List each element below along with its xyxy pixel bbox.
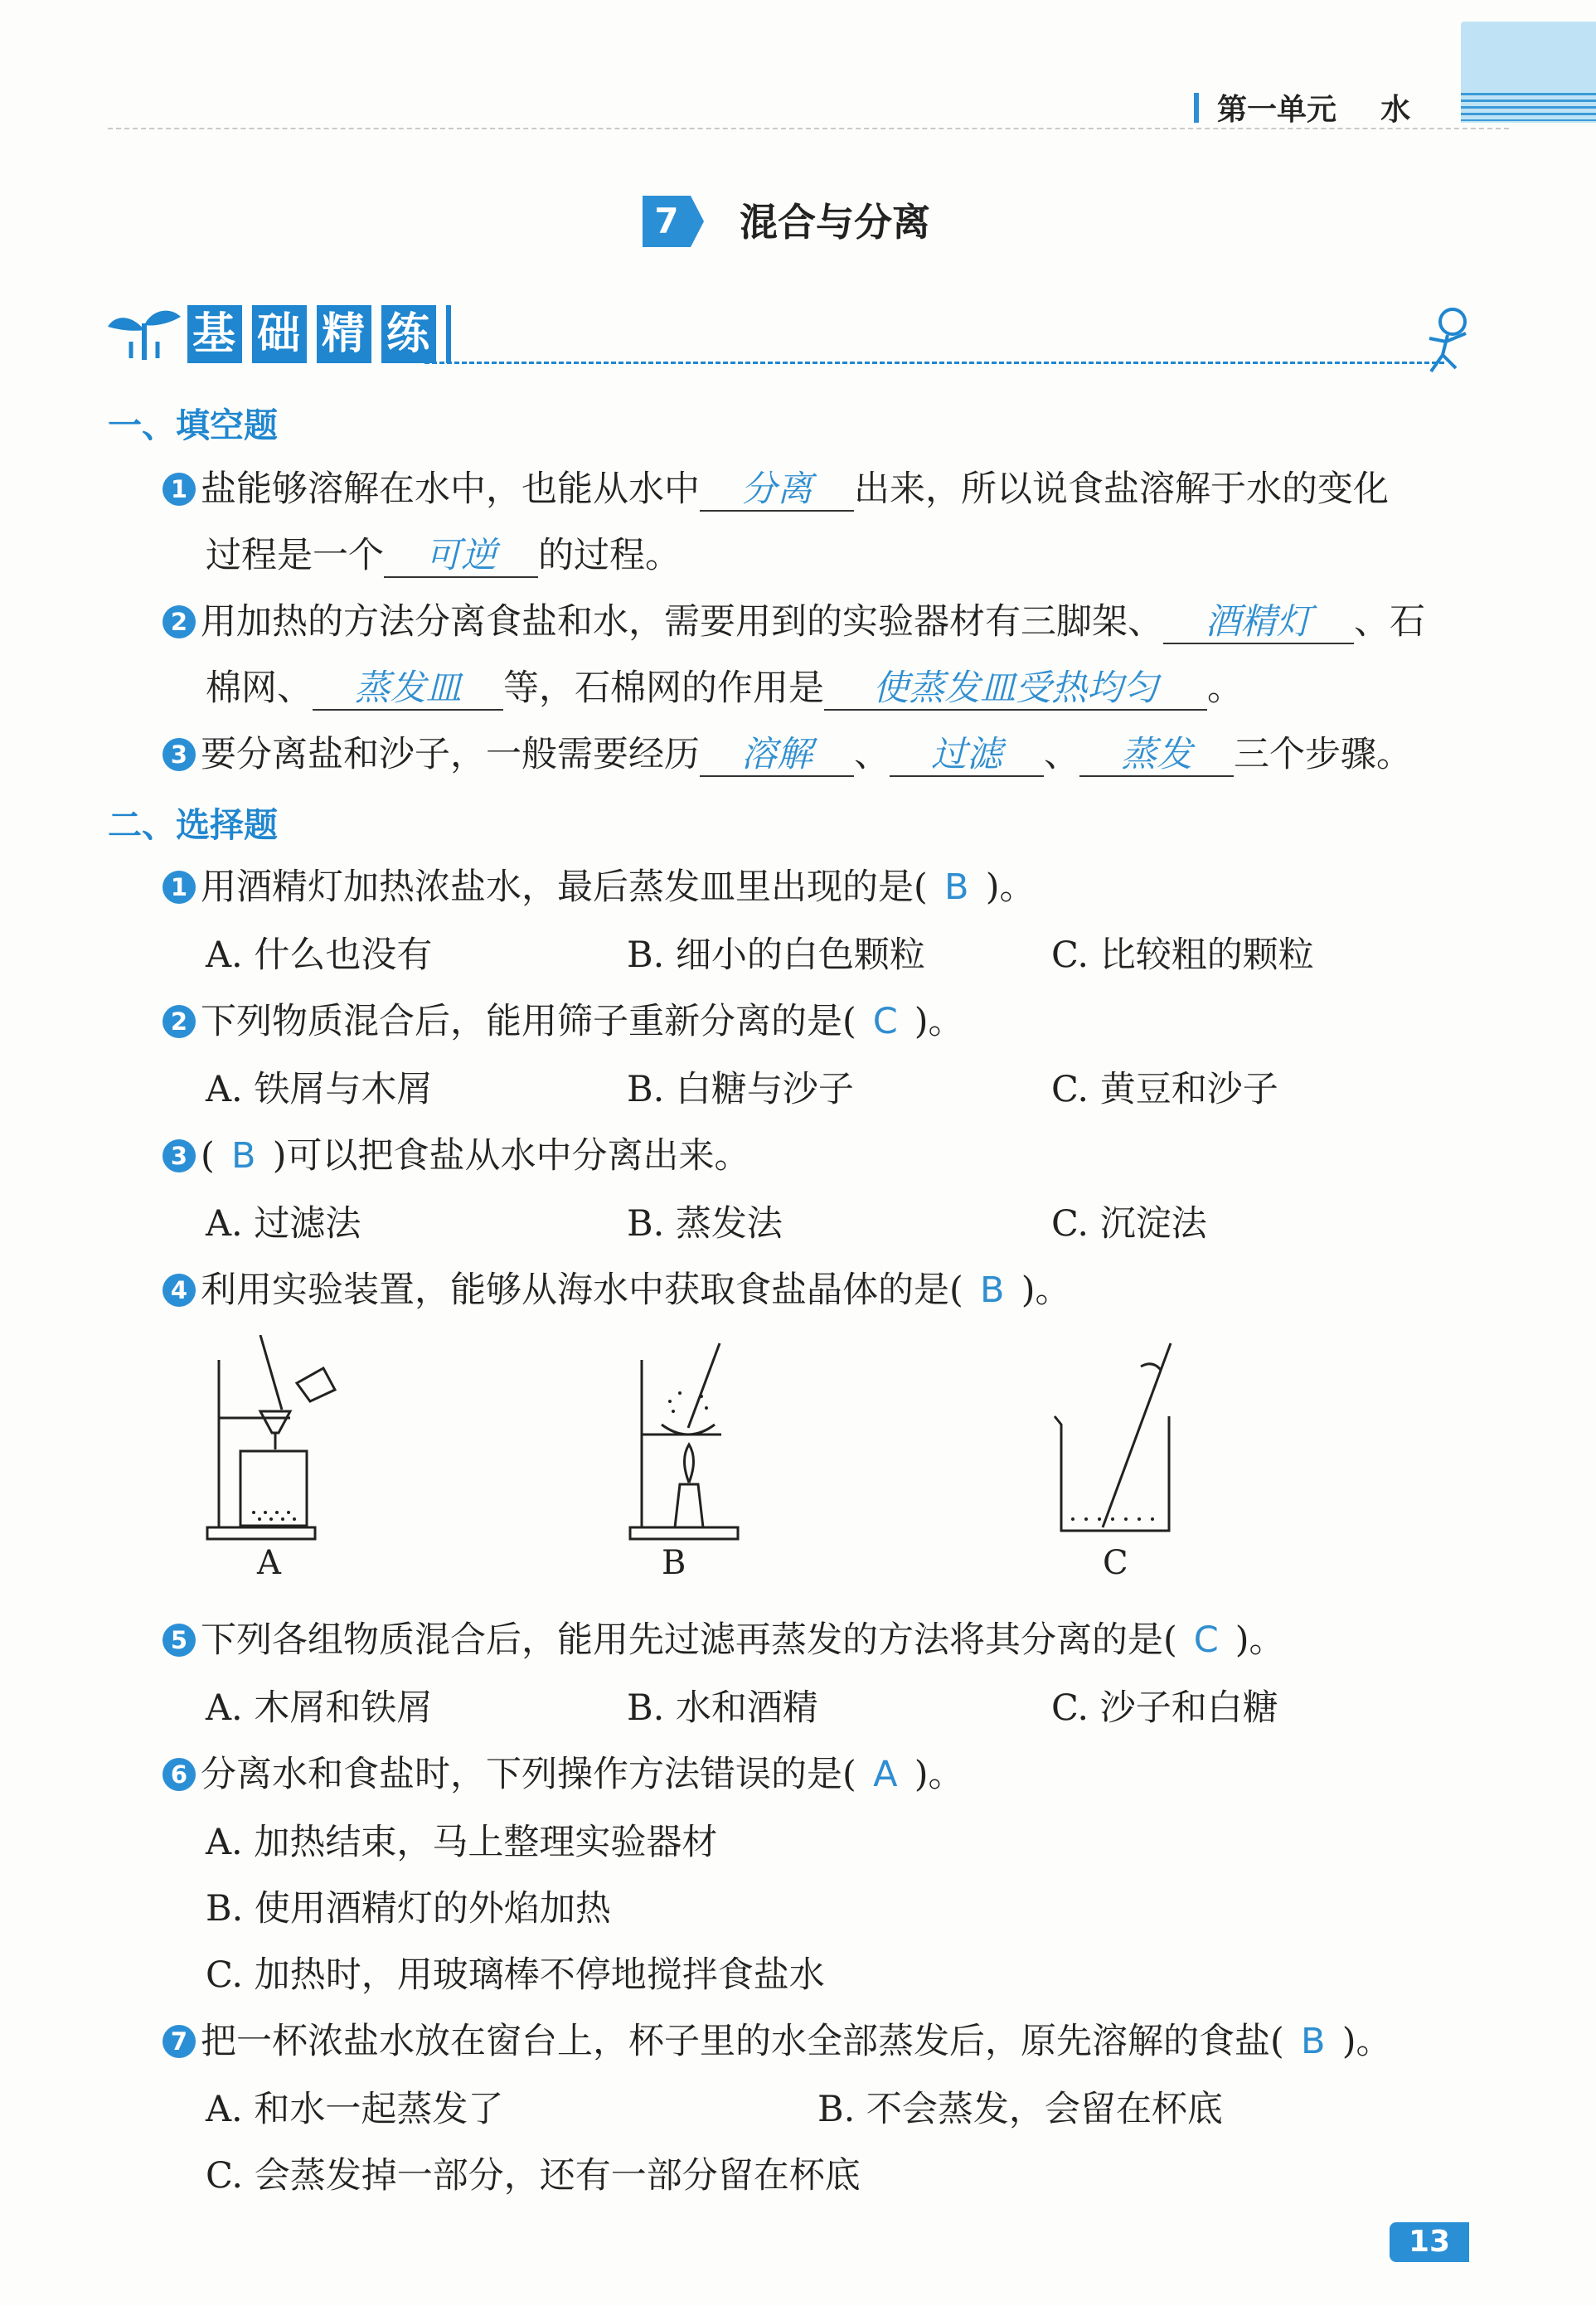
s1-question-3: 3 要分离盐和沙子，一般需要经历 溶解 、 过滤 、 蒸发 三个步骤。	[163, 730, 1412, 779]
answer-choice[interactable]: B	[231, 1135, 256, 1177]
s2-q1-option-a[interactable]: A. 什么也没有	[206, 935, 433, 976]
question-number: 1	[163, 871, 196, 904]
header-unit	[1217, 86, 1410, 129]
question-number: 3	[163, 1139, 196, 1172]
s2-q1-option-b[interactable]: B. 细小的白色颗粒	[627, 935, 925, 976]
apparatus-filtration-figure[interactable]	[199, 1335, 348, 1542]
answer-blank[interactable]: 溶解	[700, 734, 854, 777]
s2-q7-option-a[interactable]: A. 和水一起蒸发了	[206, 2089, 504, 2130]
s2-q6-option-c[interactable]: C. 加热时，用玻璃棒不停地搅拌食盐水	[206, 1954, 825, 1996]
answer-blank[interactable]: 分离	[700, 468, 854, 512]
s2-q2-option-c[interactable]: C. 黄豆和沙子	[1051, 1069, 1278, 1110]
lesson-number-badge	[643, 196, 691, 247]
header-stripes	[1461, 93, 1596, 121]
s1-question-2-line2: 棉网、 蒸发皿 等，石棉网的作用是 使蒸发皿受热均匀 。	[206, 668, 1243, 709]
lesson-badge-tail	[691, 196, 704, 247]
sprout-icon	[106, 305, 182, 362]
s2-q5-option-b[interactable]: B. 水和酒精	[627, 1687, 818, 1729]
s2-q6-option-a[interactable]: A. 加热结束，马上整理实验器材	[206, 1822, 718, 1863]
s1-question-1-line1: 1 盐能够溶解在水中，也能从水中 分离 出来，所以说食盐溶解于水的变化	[163, 464, 1389, 514]
s2-q7-option-c[interactable]: C. 会蒸发掉一部分，还有一部分留在杯底	[206, 2155, 861, 2197]
answer-choice[interactable]: C	[1193, 1619, 1219, 1661]
answer-choice[interactable]: B	[980, 1270, 1005, 1311]
s2-q6-option-b[interactable]: B. 使用酒精灯的外焰加热	[206, 1888, 611, 1930]
s2-question-2: 2 下列物质混合后，能用筛子重新分离的是( C )。	[163, 997, 964, 1046]
s2-q1-option-c[interactable]: C. 比较粗的颗粒	[1051, 935, 1314, 976]
question-number: 7	[163, 2025, 196, 2058]
question-number: 6	[163, 1758, 196, 1791]
lesson-number: 7	[654, 201, 679, 241]
section2-title: 二、选择题	[108, 805, 278, 845]
s2-q3-option-c[interactable]: C. 沉淀法	[1051, 1203, 1207, 1245]
s2-question-5: 5 下列各组物质混合后，能用先过滤再蒸发的方法将其分离的是( C )。	[163, 1615, 1285, 1665]
question-number: 2	[163, 605, 196, 638]
question-number: 2	[163, 1005, 196, 1038]
section1-title: 一、填空题	[108, 405, 278, 445]
header-bar-mark	[1194, 93, 1199, 123]
answer-blank[interactable]: 可逆	[384, 535, 538, 578]
s2-q7-option-b[interactable]: B. 不会蒸发，会留在杯底	[817, 2089, 1223, 2130]
s2-q3-option-b[interactable]: B. 蒸发法	[627, 1203, 783, 1245]
s2-q5-option-c[interactable]: C. 沙子和白糖	[1051, 1687, 1278, 1729]
question-number: 4	[163, 1274, 196, 1307]
unit-topic: 水	[1380, 93, 1411, 127]
page-number: 13	[1390, 2222, 1469, 2262]
apparatus-beaker-figure[interactable]	[1045, 1335, 1194, 1542]
figure-label-b: B	[662, 1544, 686, 1582]
answer-blank[interactable]: 使蒸发皿受热均匀	[824, 668, 1207, 711]
s2-question-6: 6 分离水和食盐时，下列操作方法错误的是( A )。	[163, 1750, 964, 1799]
s2-q3-option-a[interactable]: A. 过滤法	[206, 1203, 361, 1245]
answer-blank[interactable]: 蒸发皿	[313, 668, 503, 711]
answer-choice[interactable]: C	[872, 1001, 898, 1042]
s1-question-1-line2: 过程是一个 可逆 的过程。	[206, 535, 681, 576]
answer-blank[interactable]: 蒸发	[1079, 734, 1234, 777]
s2-question-4: 4 利用实验装置，能够从海水中获取食盐晶体的是( B )。	[163, 1265, 1071, 1315]
banner-dashed-line	[424, 362, 1444, 364]
s2-q5-option-a[interactable]: A. 木屑和铁屑	[206, 1687, 433, 1729]
s2-question-1: 1 用酒精灯加热浓盐水，最后蒸发皿里出现的是( B )。	[163, 862, 1036, 912]
s1-question-2-line1: 2 用加热的方法分离食盐和水，需要用到的实验器材有三脚架、 酒精灯 、石	[163, 597, 1425, 647]
running-kid-icon	[1419, 305, 1477, 376]
apparatus-evaporation-figure[interactable]	[622, 1335, 771, 1542]
answer-choice[interactable]: B	[1301, 2021, 1326, 2062]
lesson-title: 混合与分离	[740, 200, 930, 245]
s2-q2-option-a[interactable]: A. 铁屑与木屑	[206, 1069, 433, 1110]
header-divider	[108, 128, 1509, 129]
s2-question-7: 7 把一杯浓盐水放在窗台上，杯子里的水全部蒸发后，原先溶解的食盐( B )。	[163, 2017, 1392, 2066]
answer-blank[interactable]: 过滤	[890, 734, 1044, 777]
question-number: 1	[163, 473, 196, 506]
s2-question-3: 3 ( B )可以把食盐从水中分离出来。	[163, 1131, 750, 1181]
figure-label-a: A	[257, 1544, 281, 1582]
banner-title: 基础精练	[187, 305, 451, 363]
figure-label-c: C	[1103, 1544, 1128, 1582]
unit-label: 第一单元	[1217, 93, 1337, 127]
question-number: 5	[163, 1624, 196, 1657]
answer-choice[interactable]: B	[944, 867, 969, 908]
s2-q2-option-b[interactable]: B. 白糖与沙子	[627, 1069, 854, 1110]
answer-blank[interactable]: 酒精灯	[1163, 601, 1354, 644]
answer-choice[interactable]: A	[873, 1754, 898, 1795]
question-number: 3	[163, 738, 196, 771]
